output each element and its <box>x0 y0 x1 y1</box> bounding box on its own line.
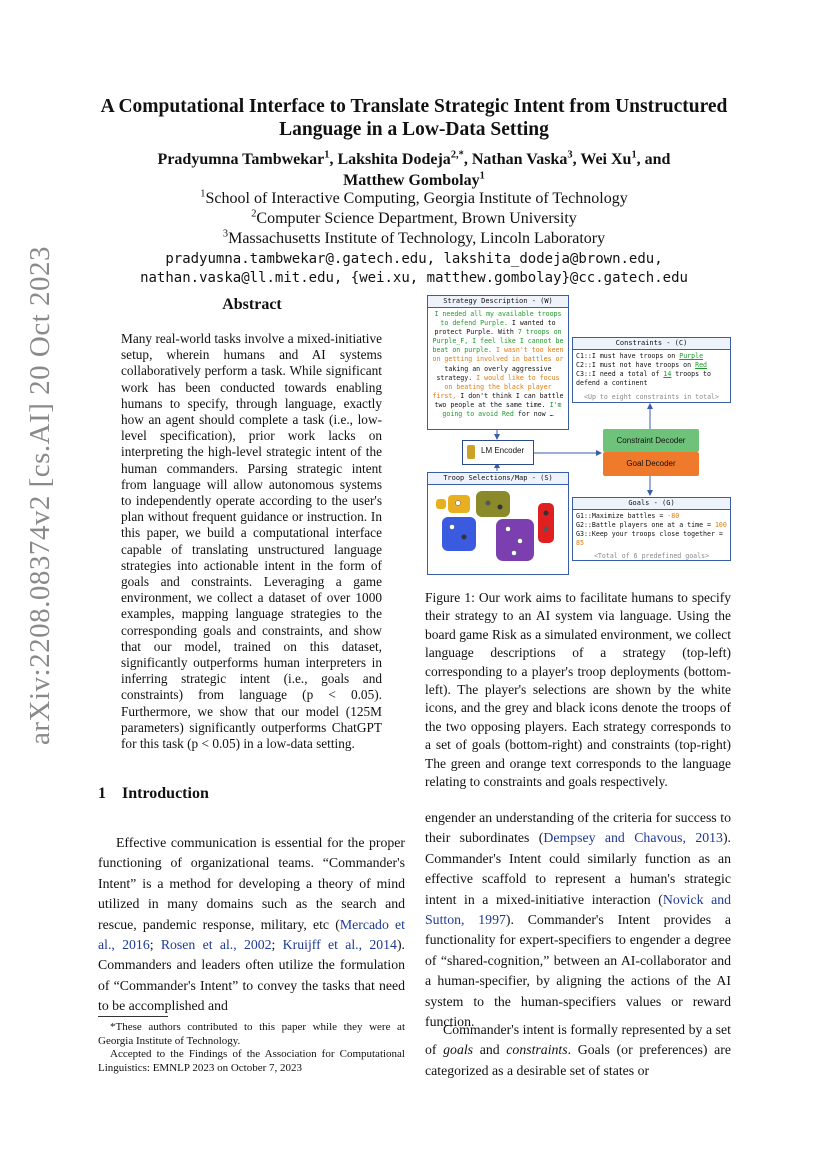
goal-item: G1::Maximize battles = -80 <box>576 512 680 520</box>
strategy-segment: taking an overly aggressive strategy. <box>436 364 552 382</box>
email-line: nathan.vaska@ll.mit.edu, {wei.xu, matthew.gombolay}@cc.gatech.edu <box>140 270 688 286</box>
territory-blue <box>442 517 476 551</box>
citation-link[interactable]: Rosen et al., 2002 <box>160 937 272 953</box>
territory-olive <box>476 491 510 517</box>
affiliation: $^1$School of Interactive Computing, Georgia Institute of Technology <box>200 188 628 207</box>
strategy-segment: I wasn't too keen on getting involved in battles or <box>432 346 564 364</box>
lm-encoder-box <box>462 440 534 465</box>
author-name: , Lakshita Dodeja <box>329 151 451 168</box>
figure-caption: Figure 1: Our work aims to facilitate humans to specify their strategy to an AI system via language. Using the board game Risk as a simulated environment, we collect language descriptions of a strategy (top-left) corresponding to a player's troop deployments (bottom-left). The player's selections are shown by the white icons, and the grey and black icons denote the troops of the two opposing players. Each strategy corresponds to a set of goals (bottom-right) and constraints (top-right) The green and orange text corresponds to the language relating to constraints and goals respectively. <box>425 590 731 790</box>
territory-yellow <box>448 495 470 513</box>
arxiv-identifier: arXiv:2208.08374v2 [cs.AI] 20 Oct 2023 <box>24 245 56 745</box>
author-affil-mark: 1 <box>479 170 485 182</box>
author-affil-mark: 2,* <box>450 149 464 161</box>
paper-title: A Computational Interface to Translate Strategic Intent from Unstructured Language in a Low-Data Setting <box>100 96 728 140</box>
author-affil-mark: 1 <box>631 149 637 161</box>
abstract-body: Many real-world tasks involve a mixed-initiative setup, wherein humans and AI systems collaboratively perform a task. While significant work has been conducted towards enabling humans to specify, through language, exactly how an agent should complete a task (i.e., low-level specification), prior work lacks on interpreting the high-level strategic intent of the human commanders. Parsing strategic intent from language will allow autonomous systems to independently operate according to the user's plan without frequent guidance or instruction. In this paper, we build a computational interface capable of translating unstructured language strategies into actionable intent in the form of goals and constraints. Leveraging a game environment, we collect a dataset of over 1000 examples, mapping language strategies to the corresponding goals and constraints, and show that our model, trained on this dataset, significantly outperforms human interpreters in inferring strategic intent (i.e., goals and constraints) from language (p < 0.05). Furthermore, we show that our model (125M parameters) significantly outperforms ChatGPT for this task (p < 0.05) in a low-data setting. <box>121 331 382 752</box>
territory-purple <box>496 519 534 561</box>
territory-red <box>538 503 554 543</box>
strategy-segment: I needed all my available troops to defend Purple. <box>434 310 562 328</box>
goal-item: G3::Keep your troops close together = 85 <box>576 530 723 548</box>
author-name: , Wei Xu <box>572 151 632 168</box>
author-name: Pradyumna Tambwekar <box>157 151 325 168</box>
citation-link[interactable]: Kruijff et al., 2014 <box>282 937 397 953</box>
author-affil-mark: 3 <box>567 149 573 161</box>
intro-paragraph: engender an understanding of the criteria for success to their subordinates (Dempsey and Chavous, 2013). Commander's Intent could similarly function as an effective scaffold to represent a human's strategic intent in a mixed-initiative interaction (Novick and Sutton, 1997). Commander's Intent provides a functionality for expert-specifiers to engender a degree of “shared-cognition,” between an AI-collaborator and a human-specifier, by aligning the actions of the AI system to the human-specifiers values or reward function. <box>425 810 732 1030</box>
goals-box <box>572 497 731 561</box>
citation-link[interactable]: Mercado et al., 2016 <box>98 916 405 953</box>
author-name: Matthew Gombolay <box>343 172 480 189</box>
strategy-segment: I would like to focus on beating the black player first, <box>432 373 560 400</box>
goal-decoder: Goal Decoder <box>603 452 699 476</box>
abstract-heading: Abstract <box>222 296 282 313</box>
intro-paragraph: Commander's intent is formally represented by a set of goals and constraints. Goals (or preferences) are categorized as a desirable set of states or <box>425 1022 731 1078</box>
troop-map-box <box>427 472 569 575</box>
author-list <box>100 149 728 191</box>
constraint-item: C1::I must have troops on Purple <box>576 352 704 360</box>
author-name: , and <box>636 151 671 168</box>
strategy-segment: for now … <box>513 410 554 419</box>
footnote: *These authors contributed to this paper while they were at Georgia Institute of Technology. <box>98 1021 405 1047</box>
footnote: Accepted to the Findings of the Association for Computational Linguistics: EMNLP 2023 on October 7, 2023 <box>98 1048 405 1074</box>
author-affil-mark: 1 <box>324 149 330 161</box>
goal-item: G2::Battle players one at a time = 100 <box>576 521 727 530</box>
goals-header: Goals - (G) <box>573 498 730 510</box>
territory-small-yellow <box>436 499 446 509</box>
map-header: Troop Selections/Map - (S) <box>428 473 568 485</box>
goals-note: <Total of 6 predefined goals> <box>593 552 710 561</box>
affiliation: $^3$Massachusetts Institute of Technology, Lincoln Laboratory <box>222 228 606 247</box>
citation-link[interactable]: Novick and Sutton, 1997 <box>425 891 731 928</box>
person-icon <box>467 445 475 459</box>
strategy-segment: I wanted to protect Purple. With <box>434 319 556 337</box>
constraint-item: C2::I must not have troops on Red <box>576 361 708 370</box>
strategy-segment: I don't think I can battle two people at the same time. <box>434 391 564 409</box>
constraint-decoder: Constraint Decoder <box>603 429 699 452</box>
strategy-header: Strategy Description - (W) <box>428 296 568 308</box>
author-name: , Nathan Vaska <box>463 151 568 168</box>
constraint-item: C3::I need a total of 14 troops to defend a continent <box>576 370 711 388</box>
risk-map <box>428 485 568 573</box>
citation-link[interactable]: Dempsey and Chavous, 2013 <box>543 830 723 846</box>
section-heading: 1 Introduction <box>98 785 209 802</box>
constraints-note: <Up to eight constraints in total> <box>584 393 719 402</box>
figure-1 <box>425 293 731 576</box>
strategy-segment: 7 troops on Purple_F, I feel like I cannot be beat on purple. <box>432 328 564 355</box>
lm-encoder-label: LM Encoder <box>481 446 525 455</box>
affiliation: $^2$Computer Science Department, Brown University <box>251 208 577 227</box>
intro-paragraph: Effective communication is essential for the proper functioning of organizational teams. “Commander's Intent” is a method for developing a theory of mind utilized in many domains such as the search and rescue, pandemic response, military, etc (Mercado et al., 2016; Rosen et al., 2002; Kruijff et al., 2014). Commanders and leaders often utilize the formulation of “Commander's Intent” to convey the tasks that need to be accomplished and <box>98 835 405 1014</box>
strategy-segment: I'm going to avoid Red <box>442 400 562 419</box>
footnote-rule <box>98 1016 168 1017</box>
constraints-header: Constraints - (C) <box>573 338 730 350</box>
email-line: pradyumna.tambwekar@.gatech.edu, lakshita_dodeja@brown.edu, <box>165 251 663 267</box>
